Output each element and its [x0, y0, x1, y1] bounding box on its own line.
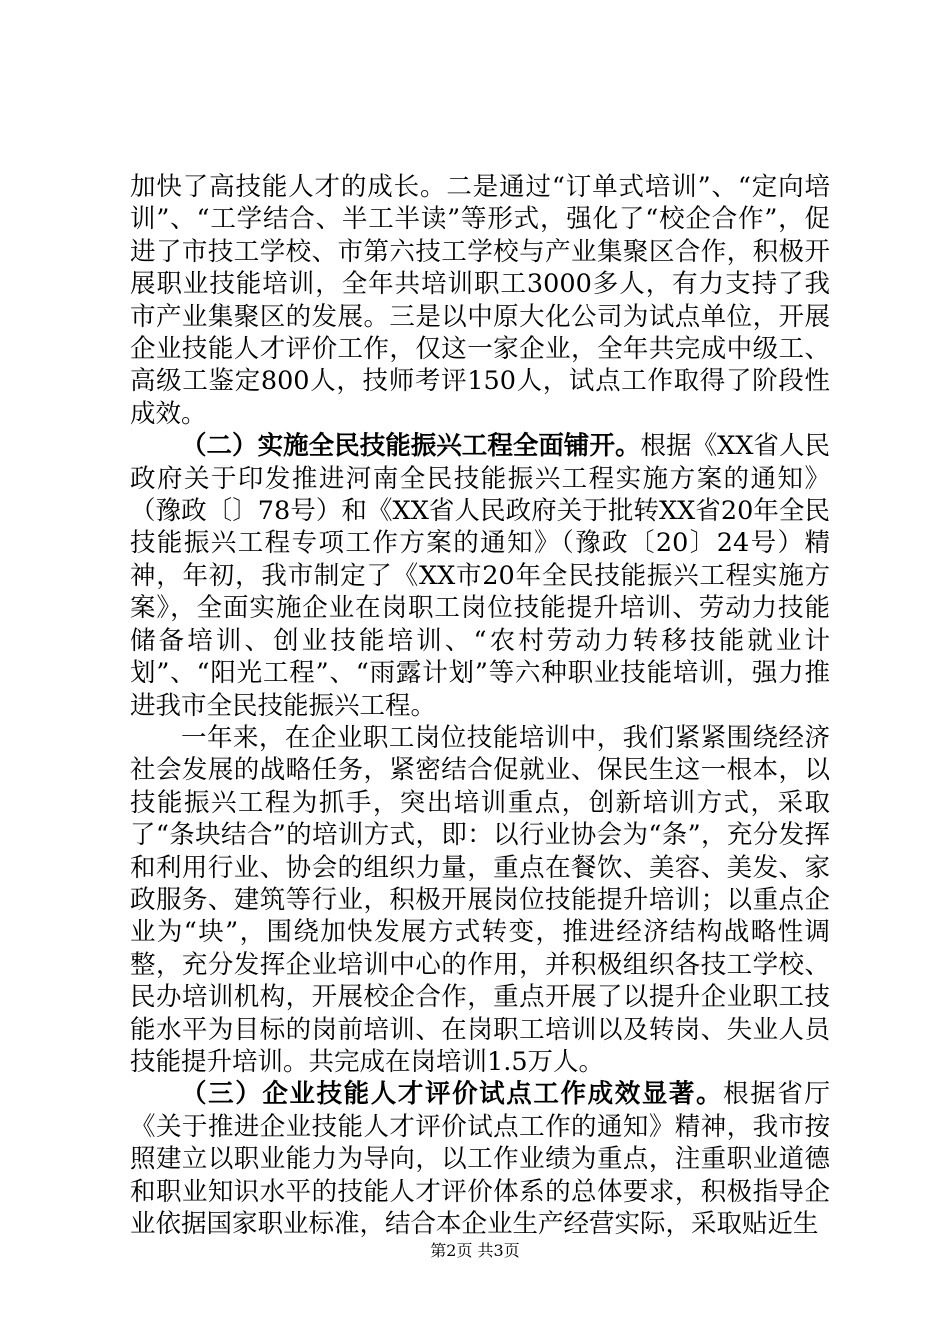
- paragraph-2-text: 根据《XX省人民政府关于印发推进河南全民技能振兴工程实施方案的通知》（豫政〔〕78号）和《XX省人民政府关于批转XX省20年全民技能振兴工程专项工作方案的通知》（豫政〔20〕24号）精神，年初，我市制定了《XX市20年全民技能振兴工程实施方案》，全面实施企业在岗职工岗位技能提升培训、劳动力技能储备培训、创业技能培训、“农村劳动力转移技能就业计划”、“阳光工程”、“雨露计划”等六种职业技能培训，强力推进我市全民技能振兴工程。: [130, 431, 830, 721]
- paragraph-1: [130, 171, 830, 430]
- paragraph-3: [130, 722, 830, 1078]
- section-heading-2: （二）实施全民技能振兴工程全面铺开。: [181, 431, 641, 462]
- section-heading-3: （三）企业技能人才评价试点工作成效显著。: [181, 1079, 724, 1110]
- paragraph-1-text: 加快了高技能人才的成长。二是通过“订单式培训”、“定向培训”、“工学结合、半工半读”等形式，强化了“校企合作”，促进了市技工学校、市第六技工学校与产业集聚区合作，积极开展职业技能培训，全年共培训职工3000多人，有力支持了我市产业集聚区的发展。三是以中原大化公司为试点单位，开展企业技能人才评价工作，仅这一家企业，全年共完成中级工、高级工鉴定800人，技师考评150人，试点工作取得了阶段性成效。: [130, 172, 830, 429]
- paragraph-4: [130, 1078, 830, 1240]
- paragraph-2: [130, 430, 830, 722]
- paragraph-4-text: 根据省厅《关于推进企业技能人才评价试点工作的通知》精神，我市按照建立以职业能力为导向，以工作业绩为重点，注重职业道德和职业知识水平的技能人才评价体系的总体要求，积极指导企业依据国家职业标准，结合本企业生产经营实际，采取贴近生: [130, 1079, 830, 1239]
- paragraph-3-text: 一年来，在企业职工岗位技能培训中，我们紧紧围绕经济社会发展的战略任务，紧密结合促就业、保民生这一根本，以技能振兴工程为抓手，突出培训重点，创新培训方式，采取了“条块结合”的培训方式，即：以行业协会为“条”，充分发挥和利用行业、协会的组织力量，重点在餐饮、美容、美发、家政服务、建筑等行业，积极开展岗位技能提升培训；以重点企业为“块”，围绕加快发展方式转变，推进经济结构战略性调整，充分发挥企业培训中心的作用，并积极组织各技工学校、民办培训机构，开展校企合作，重点开展了以提升企业职工技能水平为目标的岗前培训、在岗职工培训以及转岗、失业人员技能提升培训。共完成在岗培训1.5万人。: [130, 722, 830, 1077]
- body-text: [130, 171, 830, 1240]
- page-footer: 第2页 共3页: [430, 1241, 520, 1260]
